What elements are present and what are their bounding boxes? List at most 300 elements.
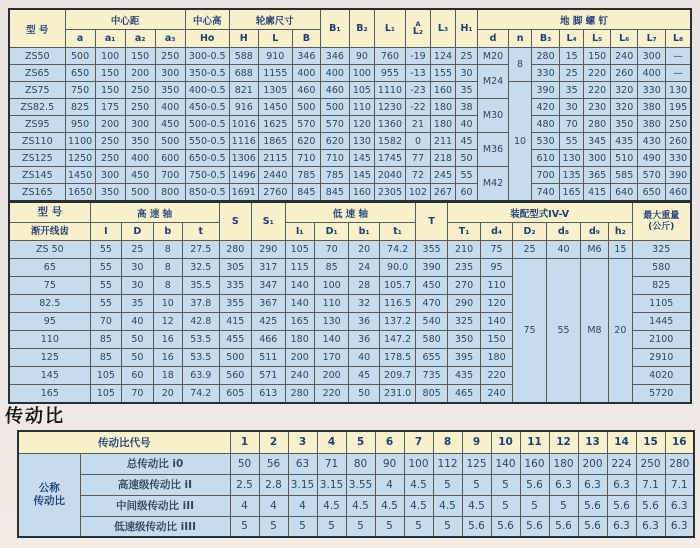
value-cell: 220 bbox=[481, 367, 512, 385]
ratio-value-cell: 7.1 bbox=[665, 474, 694, 495]
ratio-value-cell: 56 bbox=[259, 453, 288, 474]
value-cell: 60 bbox=[122, 367, 153, 385]
value-cell: 180 bbox=[430, 99, 455, 116]
value-cell: 50 bbox=[122, 349, 153, 367]
ratio-code-row bbox=[18, 431, 694, 453]
value-cell: 250 bbox=[125, 82, 155, 99]
value-cell: 1450 bbox=[65, 167, 95, 184]
model-cell: ZS 50 bbox=[9, 241, 90, 259]
t2-header-max-weight bbox=[632, 202, 691, 241]
value-cell: 355 bbox=[416, 241, 447, 259]
t1-header-b1: B₁ bbox=[320, 9, 349, 48]
value-cell: 70 bbox=[90, 313, 121, 331]
value-cell: 165 bbox=[285, 313, 314, 331]
value-cell: 150 bbox=[125, 48, 155, 65]
assembly-value-cell: M6 bbox=[580, 241, 608, 259]
value-cell: -23 bbox=[405, 82, 430, 99]
t2-header-model-top: 型 号 bbox=[10, 203, 90, 223]
value-cell: 50 bbox=[122, 331, 153, 349]
value-cell: -19 bbox=[405, 48, 430, 65]
ratio-value-cell: 5.6 bbox=[578, 495, 607, 516]
shaft-table-header bbox=[9, 202, 691, 241]
value-cell: 25 bbox=[122, 241, 153, 259]
value-cell: 200 bbox=[285, 349, 314, 367]
t1-header-l2-label: L₂ bbox=[412, 26, 424, 37]
t1-header-model: 型 号 bbox=[9, 9, 65, 48]
value-cell: 380 bbox=[638, 116, 666, 133]
value-cell: 45 bbox=[456, 133, 478, 150]
t2-header-max-weight-line1: 最大重量 bbox=[643, 210, 680, 221]
ratio-value-cell: 5 bbox=[433, 516, 462, 537]
column-header: b₁ bbox=[349, 223, 379, 241]
value-cell: 70 bbox=[560, 116, 584, 133]
bolt-count-cell: 8 bbox=[509, 48, 532, 82]
column-header: B bbox=[292, 30, 320, 48]
value-cell: 300 bbox=[155, 65, 185, 82]
value-cell: 280 bbox=[532, 48, 560, 65]
ratio-value-cell: 5 bbox=[288, 516, 317, 537]
value-cell: 250 bbox=[95, 150, 125, 167]
value-cell: 415 bbox=[584, 184, 611, 202]
model-cell: 125 bbox=[9, 349, 90, 367]
value-cell: 150 bbox=[95, 65, 125, 82]
table-row bbox=[9, 65, 691, 82]
value-cell: 209.7 bbox=[379, 367, 416, 385]
value-cell: -13 bbox=[405, 65, 430, 82]
model-cell: 65 bbox=[9, 259, 90, 277]
ratio-value-cell: 5.6 bbox=[578, 516, 607, 537]
t1-header-b2: B₂ bbox=[349, 9, 374, 48]
value-cell: 300 bbox=[638, 48, 666, 65]
model-cell: 82.5 bbox=[9, 295, 90, 313]
value-cell: 100 bbox=[349, 65, 374, 82]
value-cell: 2040 bbox=[374, 167, 405, 184]
value-cell: 130 bbox=[560, 150, 584, 167]
value-cell: 21 bbox=[405, 116, 430, 133]
ratio-value-cell: 5 bbox=[230, 516, 259, 537]
t1-header-l1: L₁ bbox=[374, 9, 405, 48]
value-cell: 180 bbox=[285, 331, 314, 349]
value-cell: 350 bbox=[155, 82, 185, 99]
ratio-value-cell: 140 bbox=[491, 453, 520, 474]
assembly-merged-cell: 20 bbox=[609, 259, 632, 404]
value-cell: 650 bbox=[65, 65, 95, 82]
value-cell: 425 bbox=[252, 313, 285, 331]
value-cell: 785 bbox=[292, 167, 320, 184]
value-cell: 365 bbox=[584, 167, 611, 184]
table-row bbox=[9, 241, 691, 259]
ratio-value-cell: 6.3 bbox=[607, 516, 636, 537]
table-row bbox=[9, 184, 691, 202]
value-cell: 500 bbox=[65, 48, 95, 65]
value-cell: 37.8 bbox=[183, 295, 220, 313]
value-cell: 8 bbox=[153, 259, 182, 277]
value-cell: 25 bbox=[456, 48, 478, 65]
ratio-value-cell: 4 bbox=[259, 495, 288, 516]
value-cell: 90.0 bbox=[379, 259, 416, 277]
value-cell: 155 bbox=[430, 65, 455, 82]
value-cell: 480 bbox=[532, 116, 560, 133]
value-cell: 36 bbox=[349, 331, 379, 349]
ratio-code-cell: 5 bbox=[346, 431, 375, 453]
value-cell: 710 bbox=[292, 150, 320, 167]
value-cell: 200 bbox=[125, 65, 155, 82]
value-cell: 50 bbox=[349, 385, 379, 404]
value-cell: 350 bbox=[125, 133, 155, 150]
value-cell: 465 bbox=[447, 385, 480, 404]
value-cell: 116.5 bbox=[379, 295, 416, 313]
value-cell: 500 bbox=[125, 184, 155, 202]
value-cell: 250 bbox=[666, 116, 691, 133]
value-cell: 60 bbox=[456, 184, 478, 202]
value-cell: 1625 bbox=[258, 116, 292, 133]
value-cell: 345 bbox=[584, 133, 611, 150]
value-cell: 588 bbox=[229, 48, 258, 65]
column-header: n bbox=[509, 30, 532, 48]
ratio-value-cell: 4.5 bbox=[346, 495, 375, 516]
value-cell: 688 bbox=[229, 65, 258, 82]
value-cell: 320 bbox=[611, 82, 638, 99]
table-row bbox=[18, 453, 694, 474]
column-header: L₈ bbox=[666, 30, 691, 48]
value-cell: 845 bbox=[320, 184, 349, 202]
dimension-table-header bbox=[9, 9, 691, 48]
value-cell: 1496 bbox=[229, 167, 258, 184]
value-cell: 178.5 bbox=[379, 349, 416, 367]
value-cell: 500 bbox=[155, 133, 185, 150]
value-cell: 613 bbox=[252, 385, 285, 404]
model-cell: ZS50 bbox=[9, 48, 65, 65]
value-cell: 110 bbox=[314, 295, 349, 313]
value-cell: 330 bbox=[638, 82, 666, 99]
value-cell: 35 bbox=[456, 82, 478, 99]
value-cell: 415 bbox=[219, 313, 251, 331]
value-cell: 400 bbox=[320, 65, 349, 82]
column-header: h₂ bbox=[609, 223, 632, 241]
value-cell: 650-0.5 bbox=[185, 150, 229, 167]
value-cell: 42.8 bbox=[183, 313, 220, 331]
ratio-value-cell: 5 bbox=[520, 495, 549, 516]
value-cell: 160 bbox=[430, 82, 455, 99]
max-weight-cell: 580 bbox=[632, 259, 691, 277]
value-cell: 1360 bbox=[374, 116, 405, 133]
ratio-value-cell: 4.5 bbox=[404, 474, 433, 495]
value-cell: 655 bbox=[416, 349, 447, 367]
model-cell: ZS125 bbox=[9, 150, 65, 167]
value-cell: 130 bbox=[349, 133, 374, 150]
ratio-value-cell: 160 bbox=[520, 453, 549, 474]
max-weight-cell: 825 bbox=[632, 277, 691, 295]
model-cell: ZS110 bbox=[9, 133, 65, 150]
value-cell: 140 bbox=[285, 295, 314, 313]
assembly-merged-cell: M8 bbox=[580, 259, 608, 404]
ratio-value-cell: 4.5 bbox=[317, 495, 346, 516]
value-cell: 500-0.5 bbox=[185, 116, 229, 133]
ratio-code-cell: 7 bbox=[404, 431, 433, 453]
ratio-value-cell: 3.15 bbox=[317, 474, 346, 495]
column-header: b bbox=[153, 223, 182, 241]
value-cell: 55 bbox=[90, 295, 121, 313]
column-header: T₁ bbox=[447, 223, 480, 241]
max-weight-cell: 1445 bbox=[632, 313, 691, 331]
table-row bbox=[9, 167, 691, 184]
value-cell: 455 bbox=[219, 331, 251, 349]
ratio-value-cell: 5.6 bbox=[491, 516, 520, 537]
column-header: B₃ bbox=[532, 30, 560, 48]
t1-header-l2-mark: A bbox=[415, 20, 421, 28]
value-cell: 250 bbox=[125, 99, 155, 116]
value-cell: 105.7 bbox=[379, 277, 416, 295]
value-cell: 28 bbox=[349, 277, 379, 295]
value-cell: 55 bbox=[90, 277, 121, 295]
value-cell: 165 bbox=[560, 184, 584, 202]
ratio-value-cell: 5 bbox=[491, 495, 520, 516]
value-cell: 85 bbox=[90, 349, 121, 367]
value-cell: 390 bbox=[416, 259, 447, 277]
ratio-value-cell: 6.3 bbox=[665, 516, 694, 537]
value-cell: 72 bbox=[405, 167, 430, 184]
column-header: I bbox=[90, 223, 121, 241]
ratio-value-cell: 125 bbox=[462, 453, 491, 474]
value-cell: 300 bbox=[584, 150, 611, 167]
value-cell: 550-0.5 bbox=[185, 133, 229, 150]
value-cell: 350 bbox=[447, 331, 480, 349]
value-cell: 330 bbox=[666, 150, 691, 167]
table-row bbox=[9, 150, 691, 167]
value-cell: 571 bbox=[252, 367, 285, 385]
model-cell: 110 bbox=[9, 331, 90, 349]
table-row bbox=[18, 495, 694, 516]
value-cell: 560 bbox=[219, 367, 251, 385]
value-cell: 290 bbox=[252, 241, 285, 259]
value-cell: 30 bbox=[456, 65, 478, 82]
value-cell: 735 bbox=[416, 367, 447, 385]
value-cell: 140 bbox=[314, 331, 349, 349]
value-cell: 220 bbox=[584, 82, 611, 99]
assembly-merged-cell: 55 bbox=[547, 259, 580, 404]
value-cell: 77 bbox=[405, 150, 430, 167]
value-cell: 105 bbox=[349, 82, 374, 99]
value-cell: 235 bbox=[447, 259, 480, 277]
value-cell: 2440 bbox=[258, 167, 292, 184]
value-cell: 40 bbox=[349, 349, 379, 367]
value-cell: 450 bbox=[125, 167, 155, 184]
value-cell: 490 bbox=[638, 150, 666, 167]
value-cell: 916 bbox=[229, 99, 258, 116]
column-header: a bbox=[65, 30, 95, 48]
t1-header-l2 bbox=[405, 9, 430, 48]
value-cell: 100 bbox=[95, 48, 125, 65]
ratio-value-cell: 3.15 bbox=[288, 474, 317, 495]
assembly-value-cell: 40 bbox=[547, 241, 580, 259]
assembly-value-cell: 15 bbox=[609, 241, 632, 259]
value-cell: 805 bbox=[416, 385, 447, 404]
column-header: a₁ bbox=[95, 30, 125, 48]
column-header: I₁ bbox=[285, 223, 314, 241]
ratio-code-cell: 13 bbox=[578, 431, 607, 453]
value-cell: 290 bbox=[447, 295, 480, 313]
value-cell: 570 bbox=[292, 116, 320, 133]
value-cell: 147.2 bbox=[379, 331, 416, 349]
value-cell: 110 bbox=[481, 277, 512, 295]
ratio-code-cell: 1 bbox=[230, 431, 259, 453]
value-cell: 1305 bbox=[258, 82, 292, 99]
value-cell: 24 bbox=[349, 259, 379, 277]
value-cell: 280 bbox=[285, 385, 314, 404]
ratio-value-cell: 4.5 bbox=[433, 495, 462, 516]
value-cell: 105 bbox=[285, 241, 314, 259]
value-cell: 821 bbox=[229, 82, 258, 99]
ratio-value-cell: 5 bbox=[549, 495, 578, 516]
value-cell: 1100 bbox=[65, 133, 95, 150]
value-cell: 32.5 bbox=[183, 259, 220, 277]
value-cell: 218 bbox=[430, 150, 455, 167]
t2-header-high-speed-shaft: 高 速 轴 bbox=[90, 202, 219, 223]
value-cell: 400 bbox=[155, 99, 185, 116]
assembly-merged-cell: 75 bbox=[512, 259, 547, 404]
t2-header-s: S bbox=[219, 202, 251, 241]
table-row bbox=[9, 116, 691, 133]
t2-header-involute-gear: 渐开线齿 bbox=[30, 226, 69, 237]
t1-header-center-height: 中心高 bbox=[185, 9, 229, 30]
value-cell: 400-0.5 bbox=[185, 82, 229, 99]
value-cell: 90 bbox=[349, 48, 374, 65]
max-weight-cell: 2910 bbox=[632, 349, 691, 367]
value-cell: 1865 bbox=[258, 133, 292, 150]
transmission-ratio-table bbox=[17, 430, 695, 538]
value-cell: 570 bbox=[638, 167, 666, 184]
value-cell: 16 bbox=[153, 331, 182, 349]
value-cell: 390 bbox=[666, 167, 691, 184]
value-cell: 260 bbox=[611, 65, 638, 82]
value-cell: 160 bbox=[349, 184, 374, 202]
ratio-row-label: 高速级传动比 iI bbox=[80, 474, 230, 495]
value-cell: 1250 bbox=[65, 150, 95, 167]
ratio-value-cell: 250 bbox=[636, 453, 665, 474]
ratio-value-cell: 2.5 bbox=[230, 474, 259, 495]
value-cell: 75 bbox=[481, 241, 512, 259]
t1-header-anchor-bolt: 地 脚 螺 钉 bbox=[478, 9, 691, 30]
value-cell: 380 bbox=[638, 99, 666, 116]
ratio-value-cell: 5 bbox=[375, 516, 404, 537]
t2-header-model bbox=[9, 202, 90, 241]
value-cell: 350 bbox=[95, 184, 125, 202]
value-cell: 305 bbox=[219, 259, 251, 277]
max-weight-cell: 2100 bbox=[632, 331, 691, 349]
ratio-value-cell: 180 bbox=[549, 453, 578, 474]
value-cell: 32 bbox=[349, 295, 379, 313]
t1-header-h1: H₁ bbox=[456, 9, 478, 48]
value-cell: 750-0.5 bbox=[185, 167, 229, 184]
value-cell: 1155 bbox=[258, 65, 292, 82]
value-cell: 400 bbox=[638, 65, 666, 82]
ratio-row-label: 中间级传动比 iII bbox=[80, 495, 230, 516]
value-cell: 250 bbox=[95, 133, 125, 150]
table-row bbox=[9, 99, 691, 116]
value-cell: 910 bbox=[258, 48, 292, 65]
ratio-value-cell: 4.5 bbox=[404, 495, 433, 516]
value-cell: 2760 bbox=[258, 184, 292, 202]
ratio-value-cell: 5.6 bbox=[520, 474, 549, 495]
value-cell: 245 bbox=[430, 167, 455, 184]
value-cell: 85 bbox=[314, 259, 349, 277]
value-cell: 1582 bbox=[374, 133, 405, 150]
column-header: d₈ bbox=[547, 223, 580, 241]
value-cell: 460 bbox=[292, 82, 320, 99]
ratio-value-cell: 5 bbox=[259, 516, 288, 537]
value-cell: 511 bbox=[252, 349, 285, 367]
value-cell: 140 bbox=[481, 313, 512, 331]
column-header: t₁ bbox=[379, 223, 416, 241]
value-cell: 0 bbox=[405, 133, 430, 150]
value-cell: 210 bbox=[447, 241, 480, 259]
t2-header-s1: S₁ bbox=[252, 202, 285, 241]
ratio-value-cell: 6.3 bbox=[636, 516, 665, 537]
value-cell: 435 bbox=[447, 367, 480, 385]
value-cell: 105 bbox=[90, 367, 121, 385]
value-cell: 240 bbox=[611, 48, 638, 65]
table-row bbox=[9, 82, 691, 99]
ratio-value-cell: 63 bbox=[288, 453, 317, 474]
ratio-value-cell: 90 bbox=[375, 453, 404, 474]
value-cell: 135 bbox=[560, 167, 584, 184]
assembly-value-cell: 25 bbox=[512, 241, 547, 259]
value-cell: 350 bbox=[611, 116, 638, 133]
value-cell: 18 bbox=[153, 367, 182, 385]
column-header: a₃ bbox=[155, 30, 185, 48]
value-cell: 175 bbox=[95, 99, 125, 116]
nominal-ratio-line1: 公称 bbox=[38, 481, 60, 494]
value-cell: 231.0 bbox=[379, 385, 416, 404]
t2-header-assembly-type: 装配型式IV-V bbox=[447, 202, 632, 223]
value-cell: 300-0.5 bbox=[185, 48, 229, 65]
t2-header-max-weight-line2: (公斤) bbox=[648, 221, 675, 232]
value-cell: 1450 bbox=[258, 99, 292, 116]
value-cell: 180 bbox=[430, 116, 455, 133]
max-weight-cell: 1105 bbox=[632, 295, 691, 313]
value-cell: 130 bbox=[314, 313, 349, 331]
ratio-value-cell: 5.6 bbox=[462, 516, 491, 537]
value-cell: 2115 bbox=[258, 150, 292, 167]
value-cell: 610 bbox=[532, 150, 560, 167]
value-cell: 1230 bbox=[374, 99, 405, 116]
value-cell: 760 bbox=[374, 48, 405, 65]
ratio-value-cell: 5 bbox=[346, 516, 375, 537]
value-cell: 2305 bbox=[374, 184, 405, 202]
value-cell: 500 bbox=[320, 99, 349, 116]
value-cell: 63.9 bbox=[183, 367, 220, 385]
ratio-value-cell: 6.3 bbox=[665, 495, 694, 516]
value-cell: 620 bbox=[320, 133, 349, 150]
value-cell: 70 bbox=[314, 241, 349, 259]
section-title-transmission-ratio: 传动比 bbox=[5, 406, 65, 427]
value-cell: 1110 bbox=[374, 82, 405, 99]
ratio-value-cell: 5.6 bbox=[520, 516, 549, 537]
value-cell: 460 bbox=[666, 184, 691, 202]
value-cell: 1306 bbox=[229, 150, 258, 167]
bolt-diameter-cell: M30 bbox=[478, 99, 509, 133]
value-cell: 140 bbox=[285, 277, 314, 295]
t1-header-l3: L₃ bbox=[430, 9, 455, 48]
value-cell: 145 bbox=[349, 167, 374, 184]
value-cell: 30 bbox=[122, 277, 153, 295]
value-cell: 300 bbox=[125, 116, 155, 133]
value-cell: 785 bbox=[320, 167, 349, 184]
value-cell: 640 bbox=[611, 184, 638, 202]
model-cell: 95 bbox=[9, 313, 90, 331]
value-cell: 10 bbox=[153, 295, 182, 313]
value-cell: 700 bbox=[532, 167, 560, 184]
